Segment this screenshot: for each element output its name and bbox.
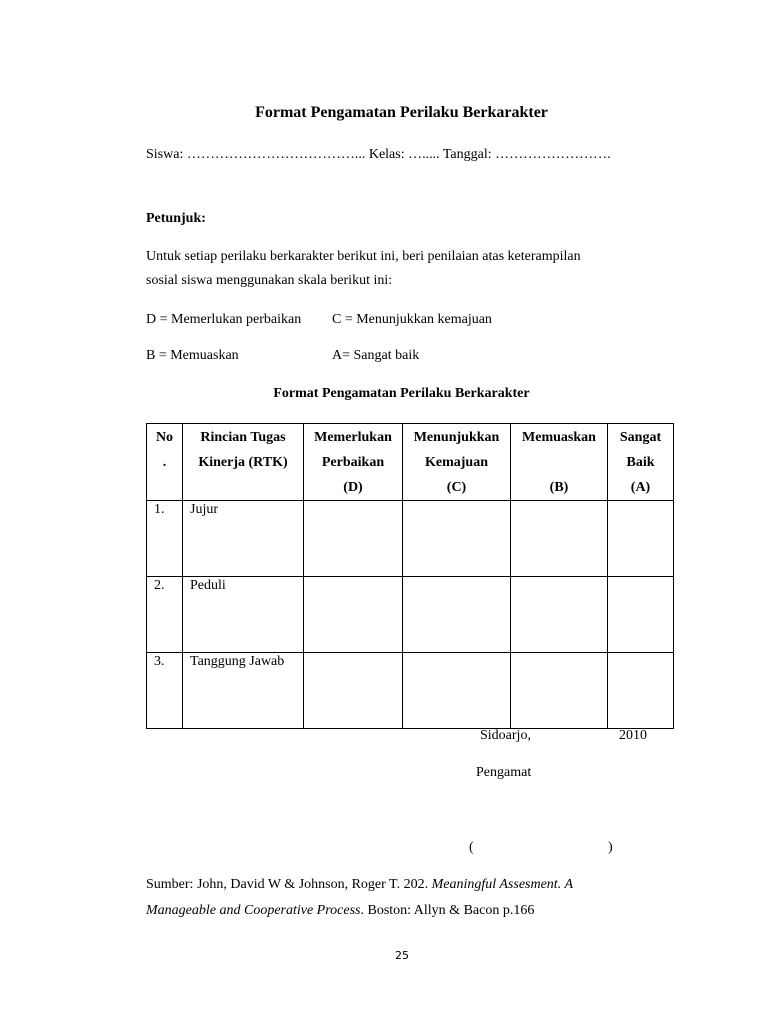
header-b-line-3: (B) <box>549 480 569 495</box>
header-a <box>608 424 674 501</box>
header-c <box>403 424 511 501</box>
header-b-line-1: Memuaskan <box>522 430 596 445</box>
row-cell-a[interactable] <box>608 653 674 729</box>
table-title: Format Pengamatan Perilaku Berkarakter <box>273 386 530 401</box>
signature-role: Pengamat <box>476 765 532 780</box>
instructions-line-1: Untuk setiap perilaku berkarakter berikut ini, beri penilaian atas keterampilan <box>146 249 581 264</box>
instructions-line-2: sosial siswa menggunakan skala berikut ini: <box>146 273 393 288</box>
header-no-line-2: . <box>162 455 167 470</box>
header-c-line-2: Kemajuan <box>425 455 488 470</box>
row-rtk: Tanggung Jawab <box>183 653 304 729</box>
header-d <box>304 424 403 501</box>
identity-line: Siswa: ………………………………... Kelas: …..... Tanggal: ……………………. <box>146 147 611 162</box>
row-rtk: Jujur <box>183 501 304 577</box>
header-rtk-line-1: Rincian Tugas <box>200 430 286 445</box>
scale-b: B = Memuaskan <box>146 348 239 363</box>
table-row <box>147 653 674 729</box>
source-prefix: Sumber: John, David W & Johnson, Roger T. 202. <box>146 877 432 892</box>
row-cell-d[interactable] <box>304 577 403 653</box>
row-number: 1. <box>147 501 183 577</box>
scale-c: C = Menunjukkan kemajuan <box>332 312 492 327</box>
header-rtk-line-2: Kinerja (RTK) <box>198 455 288 470</box>
row-cell-a[interactable] <box>608 577 674 653</box>
row-cell-c[interactable] <box>403 501 511 577</box>
header-a-line-1: Sangat <box>619 430 662 445</box>
page-number: 25 <box>395 949 409 962</box>
row-cell-b[interactable] <box>511 501 608 577</box>
signature-place: Sidoarjo, <box>480 728 531 743</box>
instructions-heading: Petunjuk: <box>146 211 206 226</box>
signature-year: 2010 <box>619 728 647 743</box>
scale-a: A= Sangat baik <box>332 348 420 363</box>
table-row <box>147 501 674 577</box>
signature-paren-close: ) <box>608 840 613 855</box>
header-no-line-1: No <box>155 430 174 445</box>
table-header-row <box>147 424 674 501</box>
row-rtk: Peduli <box>183 577 304 653</box>
row-cell-b[interactable] <box>511 653 608 729</box>
source-title-1: Meaningful Assesment. A <box>431 877 573 892</box>
source-line-1 <box>146 877 573 893</box>
row-cell-a[interactable] <box>608 501 674 577</box>
header-b <box>511 424 608 501</box>
source-title-2: Manageable and Cooperative Process <box>146 903 361 918</box>
row-number: 3. <box>147 653 183 729</box>
observation-table <box>146 423 674 729</box>
header-c-line-1: Menunjukkan <box>413 430 500 445</box>
source-suffix: . Boston: Allyn & Bacon p.166 <box>360 903 535 918</box>
header-d-line-2: Perbaikan <box>321 455 385 470</box>
row-cell-c[interactable] <box>403 653 511 729</box>
scale-d: D = Memerlukan perbaikan <box>146 312 302 327</box>
header-c-line-3: (C) <box>446 480 467 495</box>
header-no <box>147 424 183 501</box>
header-a-line-2: Baik <box>626 455 655 470</box>
row-cell-d[interactable] <box>304 653 403 729</box>
header-a-line-3: (A) <box>630 480 651 495</box>
row-number: 2. <box>147 577 183 653</box>
header-d-line-3: (D) <box>343 480 363 495</box>
source-line-2 <box>146 903 534 919</box>
header-d-line-1: Memerlukan <box>314 430 392 445</box>
row-cell-b[interactable] <box>511 577 608 653</box>
row-cell-c[interactable] <box>403 577 511 653</box>
signature-paren-open: ( <box>469 840 474 855</box>
table-row <box>147 577 674 653</box>
header-rtk <box>183 424 304 501</box>
row-cell-d[interactable] <box>304 501 403 577</box>
page-title: Format Pengamatan Perilaku Berkarakter <box>255 104 548 121</box>
